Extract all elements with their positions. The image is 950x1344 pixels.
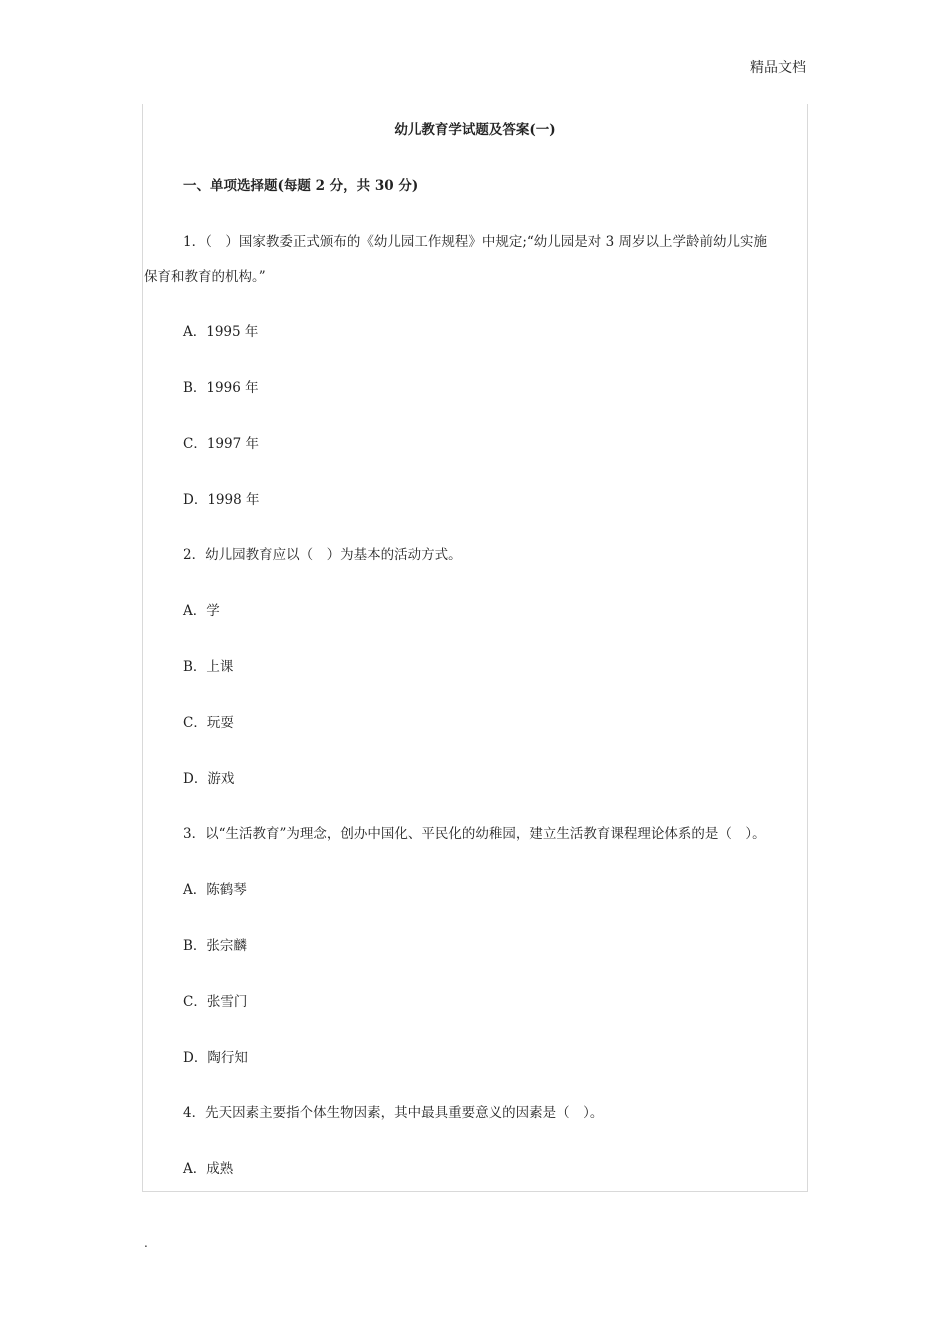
question-2-option-a: A．学 <box>183 603 220 619</box>
question-1-text-continued: 保育和教育的机构。” <box>144 269 266 285</box>
question-1-text: 1．（ ）国家教委正式颁布的《幼儿园工作规程》中规定;“幼儿园是对 3 周岁以上学龄前幼儿实施 <box>183 234 767 250</box>
question-2-option-b: B．上课 <box>183 659 234 675</box>
question-4-text: 4．先天因素主要指个体生物因素，其中最具重要意义的因素是（ ）。 <box>183 1105 604 1121</box>
question-1-option-c: C．1997 年 <box>183 436 259 452</box>
section-title: 一、单项选择题(每题 2 分，共 30 分) <box>183 178 419 194</box>
question-1-option-d: D．1998 年 <box>183 492 260 508</box>
question-1-option-b: B．1996 年 <box>183 380 259 396</box>
question-1-option-a: A．1995 年 <box>183 324 259 340</box>
question-3-text: 3．以“生活教育”为理念，创办中国化、平民化的幼稚园，建立生活教育课程理论体系的是（ ）。 <box>183 826 766 842</box>
document-title: 幼儿教育学试题及答案(一) <box>394 122 556 138</box>
question-3-option-d: D．陶行知 <box>183 1050 248 1066</box>
footer-mark: . <box>144 1236 148 1250</box>
question-2-option-c: C．玩耍 <box>183 715 234 731</box>
header-label: 精品文档 <box>750 60 806 76</box>
question-3-option-c: C．张雪门 <box>183 994 248 1010</box>
question-3-option-b: B．张宗麟 <box>183 938 247 954</box>
question-3-option-a: A．陈鹤琴 <box>183 882 247 898</box>
question-2-option-d: D．游戏 <box>183 771 235 787</box>
question-4-option-a: A．成熟 <box>183 1161 234 1177</box>
question-2-text: 2．幼儿园教育应以（ ）为基本的活动方式。 <box>183 547 462 563</box>
